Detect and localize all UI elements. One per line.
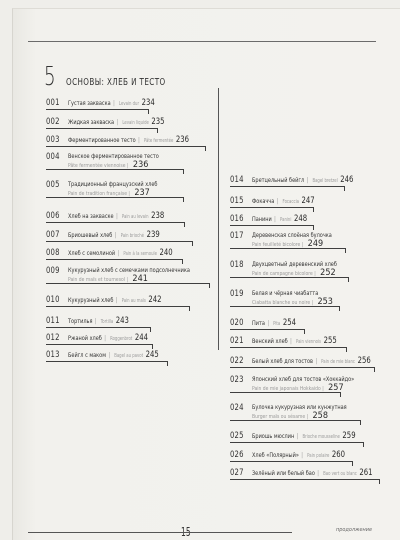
entry-number: 015 [230, 196, 244, 206]
separator: | [136, 136, 142, 144]
entry-underline [46, 361, 168, 362]
entry-title-line [68, 350, 159, 360]
entry-french-title: Pain viennois [295, 339, 322, 345]
separator: | [125, 163, 130, 169]
entry-french-title: Pain à la semoule [123, 251, 157, 257]
entry-french-title: Pâte fermentée [143, 138, 174, 144]
entry-number: 009 [46, 266, 60, 276]
entry-underline [46, 241, 193, 242]
entry-page: 254 [282, 318, 296, 328]
entry-title: Ферментированное тесто [68, 136, 136, 144]
entry-underline [230, 207, 314, 208]
entry-title-line [252, 318, 296, 328]
entry-number: 023 [230, 375, 244, 385]
entry-number: 020 [230, 318, 244, 328]
entry-underline [230, 442, 364, 443]
separator: | [102, 334, 108, 342]
entry-page: 239 [146, 230, 160, 240]
entry-page: 257 [328, 383, 344, 393]
entry-title-line [252, 260, 337, 268]
entry-underline [46, 109, 149, 110]
entry-title-line [252, 375, 354, 383]
entry-number: 011 [46, 316, 60, 326]
entry-number: 025 [230, 431, 244, 441]
entry-number: 008 [46, 248, 60, 258]
separator: | [113, 231, 119, 239]
entry-underline-tick [184, 222, 185, 227]
entry-page: 236 [175, 135, 190, 145]
separator: | [115, 249, 121, 257]
toc-entry[interactable] [46, 230, 193, 250]
entry-title-line [252, 356, 371, 366]
entry-title-line [68, 266, 190, 274]
entry-title-line [252, 403, 347, 411]
entry-underline [46, 259, 183, 260]
entry-french-title: Pain polaire [307, 453, 330, 459]
entry-title-line [252, 214, 307, 224]
toc-entry[interactable] [46, 117, 165, 137]
entry-title-line [68, 98, 155, 108]
entry-underline-tick [167, 361, 168, 366]
entry-page: 255 [323, 336, 337, 346]
entry-title-line [252, 175, 353, 185]
entry-underline-tick [157, 128, 158, 133]
separator: | [125, 277, 130, 283]
entry-underline-tick [344, 186, 345, 191]
entry-title: Хлеб «Полярный» [252, 451, 299, 459]
separator: | [295, 432, 300, 440]
entry-underline [46, 169, 184, 170]
separator: | [310, 300, 315, 306]
entry-number: 027 [230, 468, 244, 478]
entry-underline-tick [374, 367, 375, 372]
column-divider [218, 88, 219, 350]
entry-number: 022 [230, 356, 244, 366]
toc-entry[interactable] [230, 403, 361, 423]
entry-french-title: Levain liquide [122, 120, 149, 126]
entry-title-line [252, 468, 373, 478]
toc-entry[interactable] [230, 431, 364, 451]
entry-title: Бриошевый хлеб [68, 231, 113, 239]
separator: | [265, 319, 271, 327]
separator: | [305, 414, 310, 420]
entry-title: Ржаной хлеб [68, 334, 102, 342]
toc-entry[interactable] [46, 248, 183, 268]
entry-number: 012 [46, 333, 60, 343]
entry-underline [46, 146, 206, 147]
separator: | [114, 212, 120, 220]
separator: | [111, 99, 117, 107]
toc-entry[interactable] [230, 450, 353, 470]
entry-number: 002 [46, 117, 60, 127]
entry-title-line [252, 231, 332, 239]
entry-title-line [68, 295, 162, 305]
entry-french-title: Levain dur [118, 101, 140, 107]
entry-title: Хлеб на закваске [68, 212, 114, 220]
entry-page: 236 [132, 160, 149, 170]
entry-page: 256 [357, 356, 371, 366]
entry-number: 007 [46, 230, 60, 240]
entry-number: 019 [230, 289, 244, 299]
toc-entry[interactable] [230, 175, 354, 195]
entry-page: 243 [115, 316, 129, 326]
entry-french-title: Pita [273, 321, 281, 327]
entry-number: 003 [46, 135, 60, 145]
entry-page: 245 [145, 350, 159, 360]
entry-page: 244 [134, 333, 148, 343]
separator: | [313, 357, 319, 365]
entry-number: 006 [46, 211, 60, 221]
entry-page: 252 [320, 268, 336, 278]
entry-title: Кукурузный хлеб с семечками подсолнечника [68, 266, 190, 274]
entry-underline [230, 479, 380, 480]
entry-french-title: Bagel au pavot [114, 353, 144, 359]
toc-entry[interactable] [230, 231, 346, 251]
entry-french-text: Burger maïs ou sésame [252, 414, 306, 420]
toc-entry[interactable] [230, 196, 314, 216]
entry-underline-tick [313, 225, 314, 230]
entry-title: Деревенская слоёная булочка [252, 231, 332, 239]
entry-page: 242 [148, 295, 162, 305]
page-number: 15 [181, 525, 191, 539]
toc-entry[interactable] [230, 260, 349, 280]
separator: | [288, 337, 294, 345]
entry-underline-tick [209, 283, 210, 288]
toc-entry[interactable] [230, 318, 305, 338]
entry-title-line [68, 152, 159, 160]
toc-entry[interactable] [46, 211, 185, 231]
entry-french-title: Roggenbrot [110, 336, 133, 342]
entry-underline-tick [189, 306, 190, 311]
entry-title: Японский хлеб для тостов «Хоккайдо» [252, 375, 355, 383]
entry-page: 260 [331, 450, 346, 460]
entry-french-title: Focaccia [282, 199, 299, 205]
entry-french-text: Ciabatta blanche ou noire [252, 300, 311, 306]
entry-title-line [68, 230, 160, 240]
chapter-header [44, 64, 190, 90]
entry-number: 013 [46, 350, 60, 360]
separator: | [114, 118, 120, 126]
entry-title: Тортилья [68, 317, 93, 325]
entry-french-text: Pain de maïs et tournesol [68, 277, 126, 283]
separator: | [315, 469, 321, 477]
entry-underline [46, 327, 151, 328]
entry-underline-tick [148, 109, 149, 114]
entry-number: 004 [46, 152, 60, 162]
entry-title: Двухцветный деревенский хлеб [252, 260, 337, 268]
entry-number: 016 [230, 214, 244, 224]
entry-underline-tick [183, 169, 184, 174]
entry-title-line [252, 431, 356, 441]
entry-title: Кукурузный хлеб [68, 296, 114, 304]
separator: | [272, 215, 278, 223]
entry-underline [230, 186, 345, 187]
entry-title-line [252, 289, 318, 297]
entry-title-line [68, 248, 173, 258]
bottom-rule [28, 532, 292, 533]
entry-underline-tick [182, 259, 183, 264]
toc-entry[interactable] [230, 289, 340, 309]
toc-entry[interactable] [46, 295, 190, 315]
entry-underline [230, 306, 340, 307]
separator: | [93, 317, 99, 325]
entry-underline [230, 420, 361, 421]
entry-underline-tick [192, 241, 193, 246]
entry-number: 018 [230, 260, 244, 270]
entry-french-title: Brioche mousseline [302, 434, 340, 440]
entry-underline [230, 461, 353, 462]
entry-underline-tick [152, 344, 153, 349]
entry-french-title: Pain au maïs [121, 298, 146, 304]
entry-title-line [68, 117, 165, 127]
entry-number: 021 [230, 336, 244, 346]
entry-page: 253 [317, 297, 333, 307]
entry-title: Традиционный французский хлеб [68, 180, 158, 188]
entry-number: 010 [46, 295, 60, 305]
entry-title-line [252, 450, 345, 460]
entry-underline [230, 347, 347, 348]
entry-underline-tick [345, 248, 346, 253]
entry-page: 238 [151, 211, 165, 221]
entry-page: 235 [151, 117, 165, 127]
entry-underline [46, 222, 185, 223]
entry-title: Густая закваска [68, 99, 111, 107]
entry-french-text: Pain feuilleté bicolore [252, 242, 301, 248]
entry-underline [230, 277, 349, 278]
entry-underline [46, 128, 158, 129]
entry-title-line [68, 180, 157, 188]
entry-page: 261 [359, 468, 373, 478]
entry-underline-tick [363, 442, 364, 447]
entry-title: Хлеб с семолиной [68, 249, 116, 257]
entry-underline [230, 367, 375, 368]
top-rule [28, 41, 376, 42]
entry-title-line [68, 211, 164, 221]
entry-underline-tick [313, 207, 314, 212]
entry-title: Бретцельный бейгл [252, 176, 305, 184]
entry-underline-tick [340, 392, 341, 397]
entry-underline-tick [183, 197, 184, 202]
separator: | [305, 176, 310, 184]
separator: | [299, 451, 305, 459]
entry-title: Белая и чёрная чиабатта [252, 289, 319, 297]
entry-underline-tick [379, 479, 380, 484]
entry-title-line [68, 333, 148, 343]
entry-french-text: Pain de mie japonais Hokkaido [252, 386, 321, 392]
separator: | [320, 386, 326, 392]
separator: | [126, 191, 132, 197]
entry-title: Бриошь мюслин [252, 432, 295, 440]
entry-french-title: Pain brioché [120, 233, 145, 239]
entry-title: Зелёный или белый бао [252, 469, 315, 477]
entry-underline [46, 306, 190, 307]
entry-number: 014 [230, 175, 244, 185]
entry-page: 247 [301, 196, 315, 206]
entry-underline-tick [348, 277, 349, 282]
entry-page: 234 [141, 98, 155, 108]
toc-entry[interactable] [46, 180, 184, 200]
entry-title: Венский хлеб [252, 337, 288, 345]
entry-french-title: Pain de mie blanc [321, 359, 356, 365]
separator: | [300, 242, 305, 248]
entry-underline [46, 283, 210, 284]
entry-underline-tick [150, 327, 151, 332]
entry-page: 237 [134, 188, 150, 198]
entry-title-line [68, 316, 129, 326]
entry-underline [46, 344, 153, 345]
entry-title: Жидкая закваска [68, 118, 115, 126]
entry-page: 249 [307, 239, 324, 249]
entry-underline-tick [304, 329, 305, 334]
entry-number: 001 [46, 98, 60, 108]
entry-french-title: Bagel bretzel [312, 178, 338, 184]
entry-number: 017 [230, 231, 244, 241]
entry-page: 246 [340, 175, 354, 185]
entry-french-title: Tortilla [100, 319, 114, 325]
entry-underline [230, 248, 346, 249]
entry-page: 258 [312, 411, 328, 421]
chapter-number: 5 [44, 62, 56, 92]
entry-page: 241 [132, 274, 148, 284]
entry-title-line [252, 196, 315, 206]
entry-title: Фокачча [252, 197, 275, 205]
entry-french-text: Pain de tradition française [68, 191, 127, 197]
entry-title-line [252, 336, 337, 346]
entry-french-title: Pain au levain [121, 214, 149, 220]
entry-title: Панини [252, 215, 272, 223]
entry-number: 005 [46, 180, 60, 190]
entry-title: Белый хлеб для тостов [252, 357, 313, 365]
toc-entry[interactable] [46, 98, 155, 118]
entry-title: Булочка кукурузная или кунжутная [252, 403, 347, 411]
entry-french-title: Bao vert ou blanc [323, 471, 357, 477]
separator: | [275, 197, 280, 205]
entry-page: 259 [342, 431, 356, 441]
toc-entry[interactable] [46, 350, 168, 370]
toc-entry[interactable] [230, 468, 380, 488]
entry-number: 024 [230, 403, 244, 413]
entry-underline-tick [352, 461, 353, 466]
entry-underline [230, 329, 305, 330]
toc-entry[interactable] [46, 152, 184, 172]
entry-underline-tick [346, 347, 347, 352]
toc-entry[interactable] [230, 336, 347, 356]
entry-underline [46, 197, 184, 198]
entry-french-text: Pain de campagne bicolore [252, 271, 313, 277]
separator: | [312, 271, 318, 277]
toc-entry[interactable] [230, 356, 375, 376]
entry-french-text: Pâte fermentée viennoise [68, 163, 126, 169]
entry-underline-tick [360, 420, 361, 425]
continued-label: продолжение [336, 527, 373, 533]
entry-page: 240 [159, 248, 173, 258]
toc-entry[interactable] [230, 375, 355, 395]
entry-number: 026 [230, 450, 244, 460]
entry-title: Венское ферментированное тесто [68, 152, 159, 160]
separator: | [106, 351, 112, 359]
entry-title: Пита [252, 319, 265, 327]
entry-page: 248 [293, 214, 308, 224]
entry-french-title: Panini [279, 217, 292, 223]
entry-underline [230, 225, 314, 226]
entry-underline [230, 392, 341, 393]
entry-underline-tick [205, 146, 206, 151]
separator: | [114, 296, 120, 304]
entry-underline-tick [339, 306, 340, 311]
entry-title-line [68, 135, 189, 145]
chapter-title: ОСНОВЫ: ХЛЕБ И ТЕСТО [66, 77, 166, 88]
toc-entry[interactable] [46, 266, 210, 286]
entry-title: Бейгл с маком [68, 351, 106, 359]
